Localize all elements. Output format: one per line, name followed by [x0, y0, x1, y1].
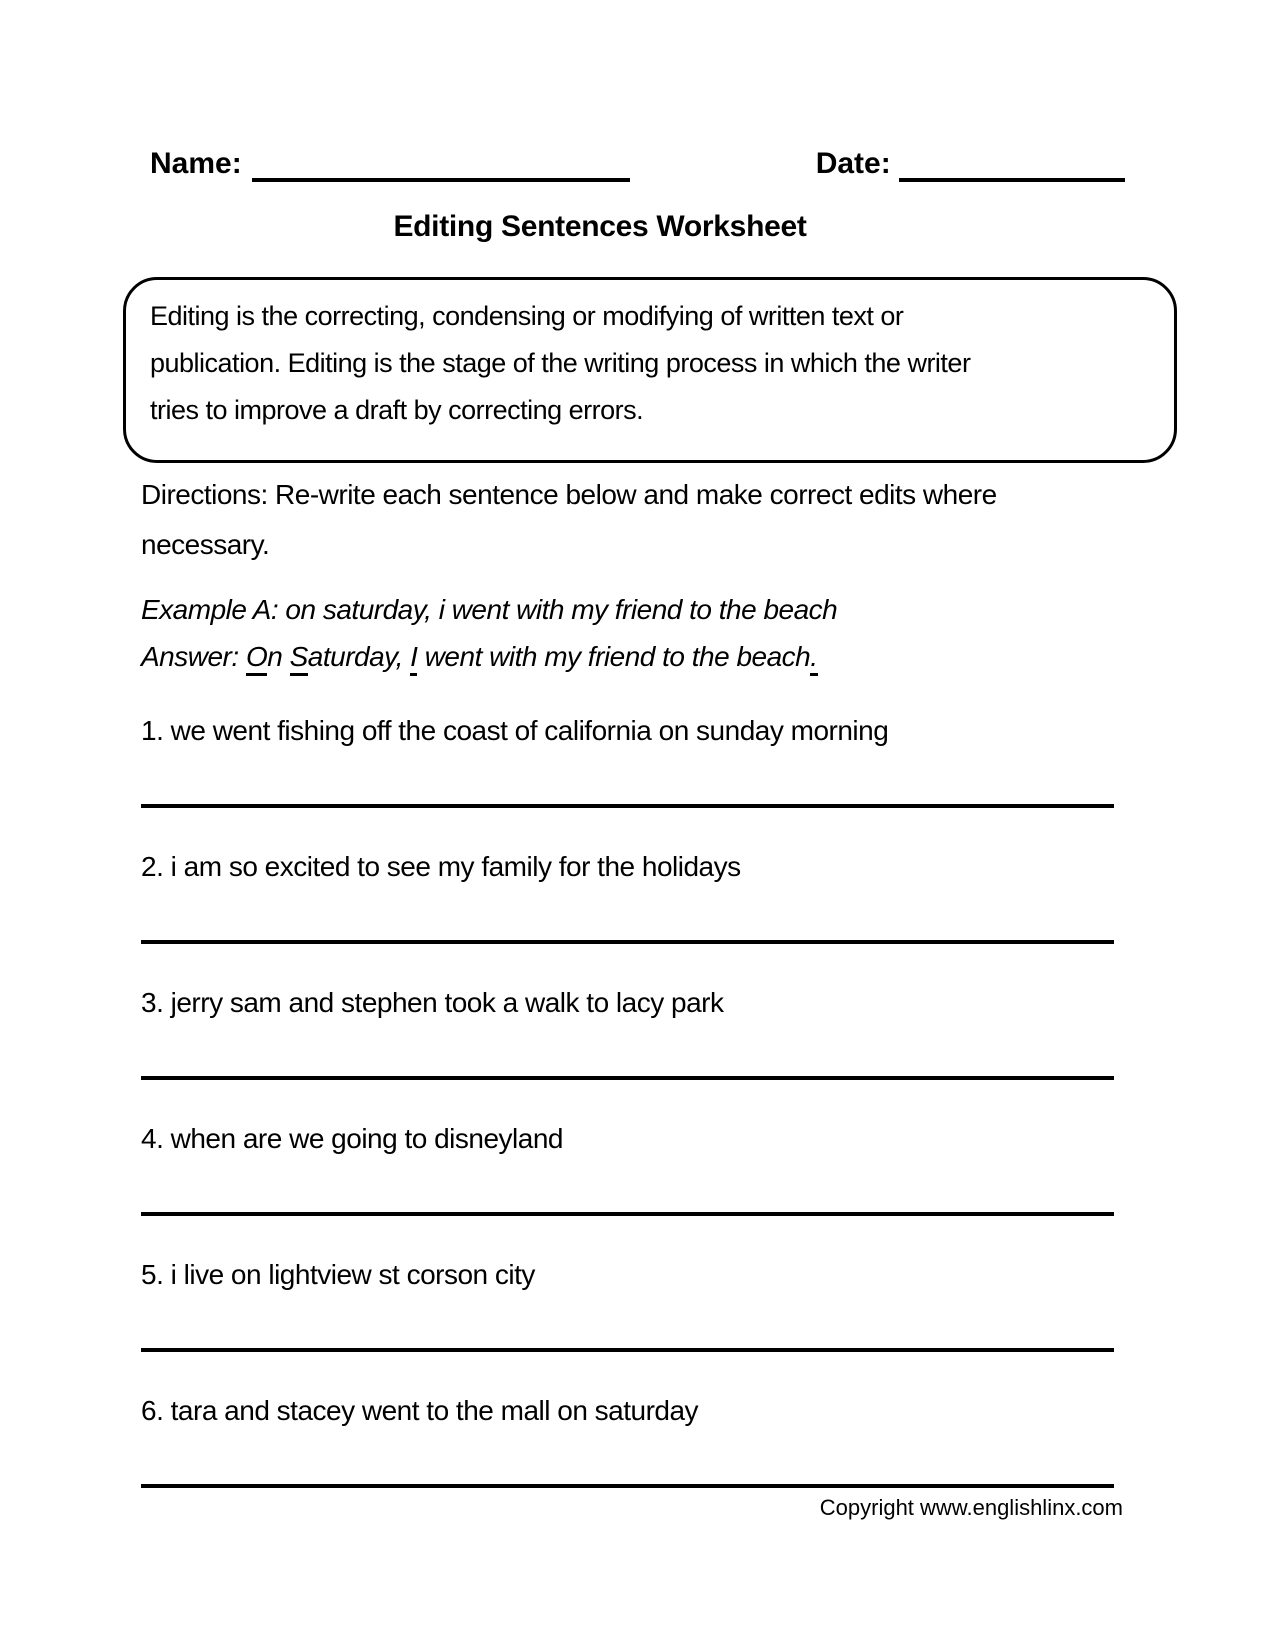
date-blank-line[interactable] [899, 146, 1125, 182]
answer-write-line[interactable] [141, 1212, 1114, 1216]
directions [141, 470, 1121, 570]
question-item [141, 850, 1114, 944]
question-sentence: jerry sam and stephen took a walk to lacy park [170, 987, 724, 1018]
question-sentence: tara and stacey went to the mall on saturday [170, 1395, 699, 1426]
question-number: 4. [141, 1123, 164, 1154]
question-number: 5. [141, 1259, 164, 1290]
answer-part-underlined: S [290, 641, 308, 676]
copyright-text: Copyright www.englishlinx.com [819, 1495, 1123, 1520]
question-number: 6. [141, 1395, 164, 1426]
question-item [141, 1122, 1114, 1216]
question-text [141, 1258, 1114, 1292]
answer-write-line[interactable] [141, 804, 1114, 808]
question-number: 3. [141, 987, 164, 1018]
question-item [141, 1394, 1114, 1488]
answer-write-line[interactable] [141, 1076, 1114, 1080]
answer-part-underlined: . [810, 641, 817, 676]
directions-line: necessary. [141, 529, 270, 560]
question-text [141, 986, 1114, 1020]
question-text [141, 1122, 1114, 1156]
definition-line: Editing is the correcting, condensing or modifying of written text or [150, 301, 904, 331]
question-text [141, 850, 1114, 884]
question-list [141, 700, 1114, 1488]
question-sentence: we went fishing off the coast of california on sunday morning [170, 715, 889, 746]
page-title: Editing Sentences Worksheet [393, 210, 807, 243]
answer-part-underlined: O [246, 641, 267, 676]
definition-box [123, 277, 1177, 463]
answer-part: n [267, 641, 290, 672]
question-text [141, 700, 1114, 748]
directions-line: Directions: Re-write each sentence below and make correct edits where [141, 479, 997, 510]
question-item [141, 986, 1114, 1080]
footer [140, 1494, 1123, 1522]
answer-part: Answer: [141, 641, 246, 672]
answer-part: went with my friend to the beach [417, 641, 811, 672]
definition-line: publication. Editing is the stage of the writing process in which the writer [150, 348, 971, 378]
example-block [141, 586, 1121, 680]
answer-write-line[interactable] [141, 1484, 1114, 1488]
answer-write-line[interactable] [141, 940, 1114, 944]
example-answer [141, 633, 1121, 680]
answer-part: aturday, [307, 641, 411, 672]
question-item [141, 1258, 1114, 1352]
example-prompt: Example A: on saturday, i went with my friend to the beach [141, 594, 838, 625]
answer-write-line[interactable] [141, 1348, 1114, 1352]
answer-part-underlined: I [410, 641, 417, 676]
question-item [141, 700, 1114, 808]
question-text [141, 1394, 1114, 1428]
definition-line: tries to improve a draft by correcting errors. [150, 395, 644, 425]
question-sentence: when are we going to disneyland [170, 1123, 563, 1154]
header [150, 146, 1125, 182]
date-label: Date: [815, 147, 891, 180]
question-number: 2. [141, 851, 164, 882]
question-sentence: i live on lightview st corson city [170, 1259, 535, 1290]
question-sentence: i am so excited to see my family for the holidays [170, 851, 741, 882]
name-blank-line[interactable] [252, 146, 630, 182]
name-label: Name: [150, 147, 242, 180]
question-number: 1. [141, 715, 164, 746]
